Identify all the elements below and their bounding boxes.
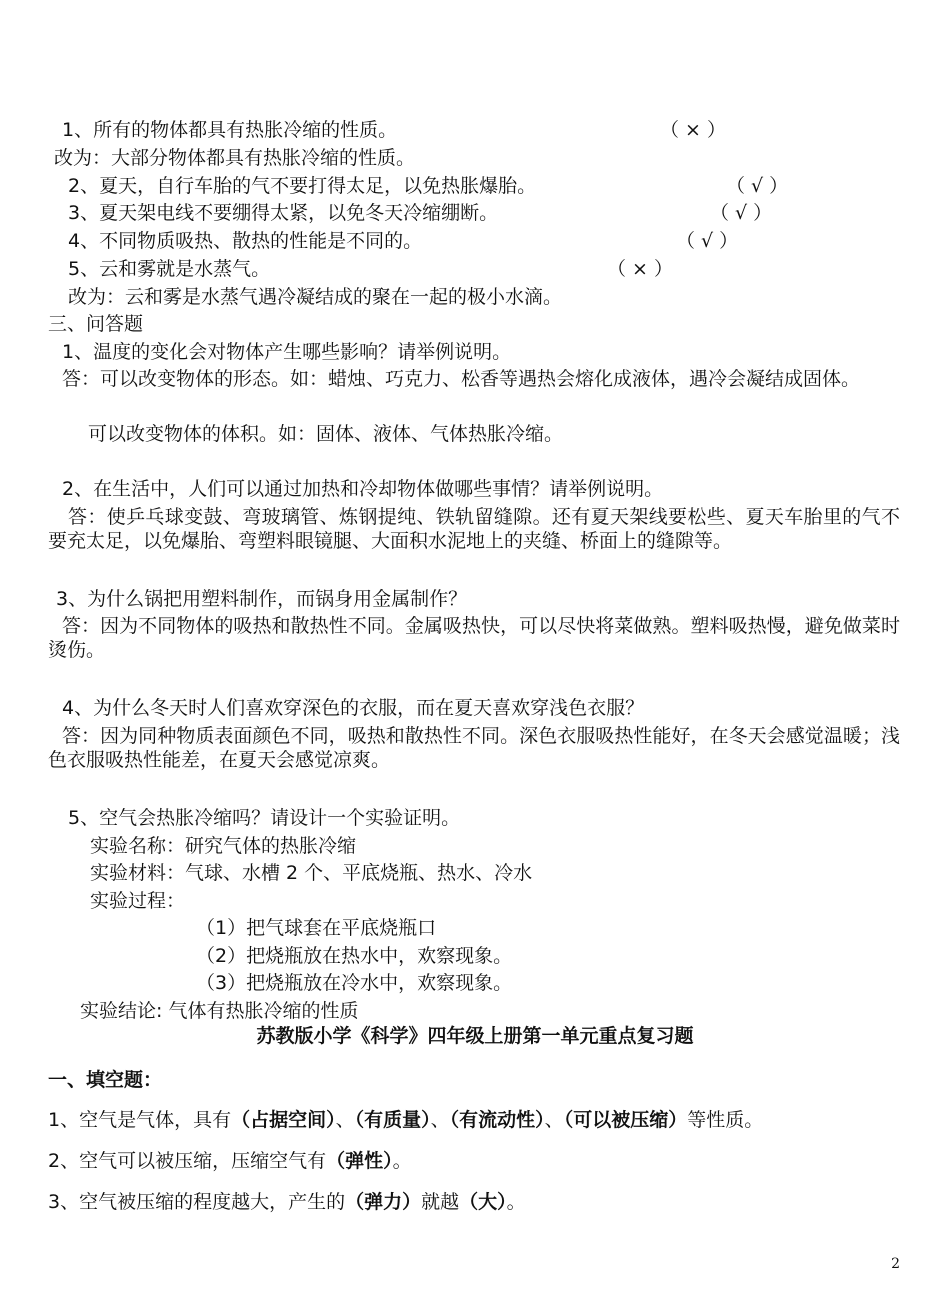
- judge-correction-1: 改为：大部分物体都具有热胀冷缩的性质。: [54, 147, 416, 169]
- judge-mark-1: （ × ）: [660, 119, 726, 141]
- answer-1-continued: 可以改变物体的体积。如：固体、液体、气体热胀冷缩。: [88, 423, 564, 445]
- qa-heading: 三、问答题: [48, 313, 144, 335]
- experiment-conclusion: 实验结论: 气体有热胀冷缩的性质: [80, 1000, 359, 1022]
- answer-1: 答：可以改变物体的形态。如：蜡烛、巧克力、松香等遇热会熔化成液体，遇冷会凝结成固体。: [62, 368, 861, 390]
- experiment-process-label: 实验过程：: [90, 890, 186, 912]
- fill-item-2-text: 2、空气可以被压缩，压缩空气有: [48, 1150, 327, 1172]
- question-5: 5、空气会热胀冷缩吗？请设计一个实验证明。: [68, 807, 461, 829]
- judge-item-3: 3、夏天架电线不要绷得太紧，以免冬天冷缩绷断。: [68, 202, 499, 224]
- fill-item-3-mid: 就越: [421, 1191, 460, 1213]
- question-1: 1、温度的变化会对物体产生哪些影响？请举例说明。: [62, 341, 512, 363]
- experiment-name: 实验名称：研究气体的热胀冷缩: [90, 835, 357, 857]
- experiment-step-1: （1）把气球套在平底烧瓶口: [196, 917, 437, 939]
- experiment-materials: 实验材料：气球、水槽 2 个、平底烧瓶、热水、冷水: [90, 862, 533, 884]
- fill-item-2: [48, 1149, 412, 1173]
- question-3: 3、为什么锅把用塑料制作，而锅身用金属制作？: [56, 588, 468, 610]
- answer-3: 答：因为不同物体的吸热和散热性不同。金属吸热快，可以尽快将菜做熟。塑料吸热慢，避免做菜时烫伤。: [48, 615, 900, 661]
- separator: 、: [544, 1109, 564, 1131]
- fill-item-1-text: 1、空气是气体，具有: [48, 1109, 232, 1131]
- fill-item-3: [48, 1190, 526, 1214]
- fill-answer: （有流动性）: [449, 1109, 545, 1131]
- answer-2: 答：使乒乓球变鼓、弯玻璃管、炼钢提纯、铁轨留缝隙。还有夏天架线要松些、夏天车胎里的气不要充太足，以免爆胎、弯塑料眼镜腿、大面积水泥地上的夹缝、桥面上的缝隙等。: [48, 506, 900, 552]
- judge-mark-2: （ √ ）: [726, 175, 789, 197]
- judge-mark-3: （ √ ）: [710, 202, 773, 224]
- fill-item-1-end: 等性质。: [687, 1109, 764, 1131]
- fill-heading: 一、填空题：: [48, 1069, 163, 1091]
- judge-mark-5: （ × ）: [607, 258, 673, 280]
- page-number: 2: [891, 1256, 900, 1272]
- fill-answer: （大）: [459, 1191, 507, 1213]
- fill-answer: （有质量）: [354, 1109, 431, 1131]
- experiment-step-3: （3）把烧瓶放在冷水中，欢察现象。: [196, 972, 513, 994]
- judge-item-5: 5、云和雾就是水蒸气。: [68, 258, 271, 280]
- fill-item-3-end: 。: [506, 1191, 526, 1213]
- experiment-step-2: （2）把烧瓶放在热水中，欢察现象。: [196, 945, 513, 967]
- judge-item-4: 4、不同物质吸热、散热的性能是不同的。: [68, 230, 423, 252]
- section-title: 苏教版小学《科学》四年级上册第一单元重点复习题: [256, 1025, 694, 1047]
- question-4: 4、为什么冬天时人们喜欢穿深色的衣服，而在夏天喜欢穿浅色衣服？: [62, 697, 645, 719]
- fill-item-3-text: 3、空气被压缩的程度越大，产生的: [48, 1191, 346, 1213]
- judge-correction-5: 改为：云和雾是水蒸气遇冷凝结成的聚在一起的极小水滴。: [68, 286, 563, 308]
- separator: 、: [430, 1109, 450, 1131]
- fill-item-2-end: 。: [392, 1150, 412, 1172]
- judge-item-1: 1、所有的物体都具有热胀冷缩的性质。: [62, 119, 398, 141]
- fill-answer: （弹性）: [326, 1150, 393, 1172]
- fill-item-1: [48, 1108, 763, 1132]
- judge-mark-4: （ √ ）: [676, 230, 739, 252]
- fill-answer: （可以被压缩）: [563, 1109, 688, 1131]
- question-2: 2、在生活中，人们可以通过加热和冷却物体做哪些事情？请举例说明。: [62, 478, 664, 500]
- fill-answer: （弹力）: [345, 1191, 422, 1213]
- separator: 、: [335, 1109, 355, 1131]
- judge-item-2: 2、夏天，自行车胎的气不要打得太足，以免热胀爆胎。: [68, 175, 537, 197]
- fill-answer: （占据空间）: [231, 1109, 336, 1131]
- answer-4: 答：因为同种物质表面颜色不同，吸热和散热性不同。深色衣服吸热性能好，在冬天会感觉温暖；浅色衣服吸热性能差，在夏天会感觉凉爽。: [48, 725, 900, 771]
